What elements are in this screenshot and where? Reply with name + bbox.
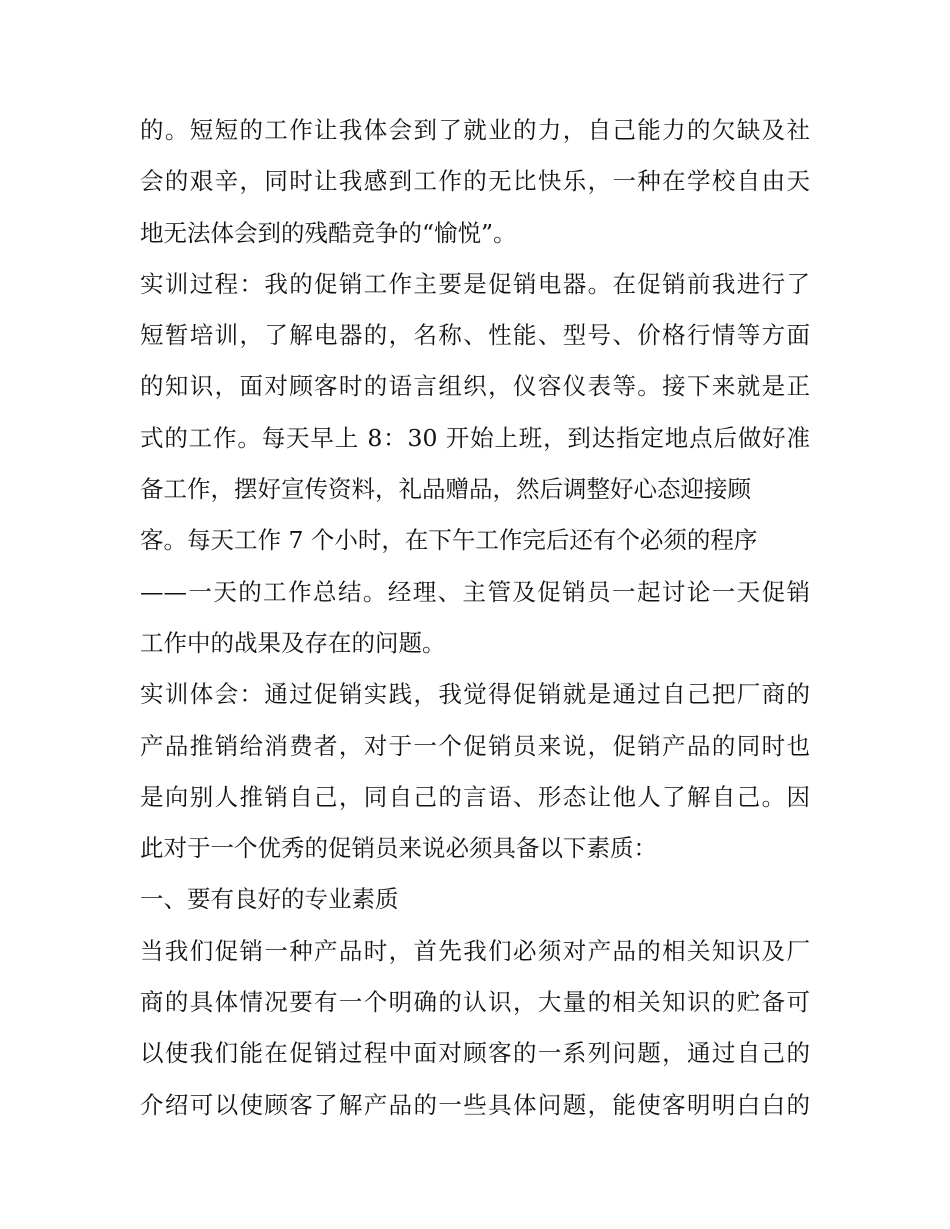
text-line: 介绍可以使顾客了解产品的一些具体问题，能使客明明白白的	[140, 1090, 810, 1119]
text-line: 商的具体情况要有一个明确的认识，大量的相关知识的贮备可	[140, 988, 810, 1017]
document-body	[140, 105, 810, 1131]
text-line: 实训过程：我的促销工作主要是促销电器。在促销前我进行了	[140, 269, 810, 298]
text-line: 地无法体会到的残酷竞争的“愉悦”。	[140, 218, 517, 247]
text-line: 实训体会：通过促销实践，我觉得促销就是通过自己把厂商的	[140, 680, 810, 709]
text-line: 以使我们能在促销过程中面对顾客的一系列问题，通过自己的	[140, 1039, 810, 1068]
text-line: 会的艰辛，同时让我感到工作的无比快乐，一种在学校自由天	[140, 167, 810, 196]
text-line: 的知识，面对顾客时的语言组织，仪容仪表等。接下来就是正	[140, 372, 810, 401]
text-line: 备工作，摆好宣传资料，礼品赠品，然后调整好心态迎接顾	[140, 475, 751, 504]
text-line: 此对于一个优秀的促销员来说必须具备以下素质：	[140, 834, 657, 863]
section-heading: 一、要有良好的专业素质	[140, 885, 399, 914]
text-line: 短暂培训，了解电器的，名称、性能、型号、价格行情等方面	[140, 321, 810, 350]
text-line: 客。每天工作 7 个小时，在下午工作完后还有个必须的程序	[140, 526, 758, 555]
text-line: 产品推销给消费者，对于一个促销员来说，促销产品的同时也	[140, 731, 810, 760]
text-line: 的。短短的工作让我体会到了就业的力，自己能力的欠缺及社	[140, 116, 810, 144]
text-line: 当我们促销一种产品时，首先我们必须对产品的相关知识及厂	[140, 936, 810, 965]
text-line: 式的工作。每天早上 8：30 开始上班，到达指定地点后做好准	[140, 423, 810, 452]
text-line: 是向别人推销自己，同自己的言语、形态让他人了解自己。因	[140, 782, 810, 811]
text-line: ——一天的工作总结。经理、主管及促销员一起讨论一天促销	[140, 577, 810, 606]
text-line: 工作中的战果及存在的问题。	[140, 628, 446, 657]
